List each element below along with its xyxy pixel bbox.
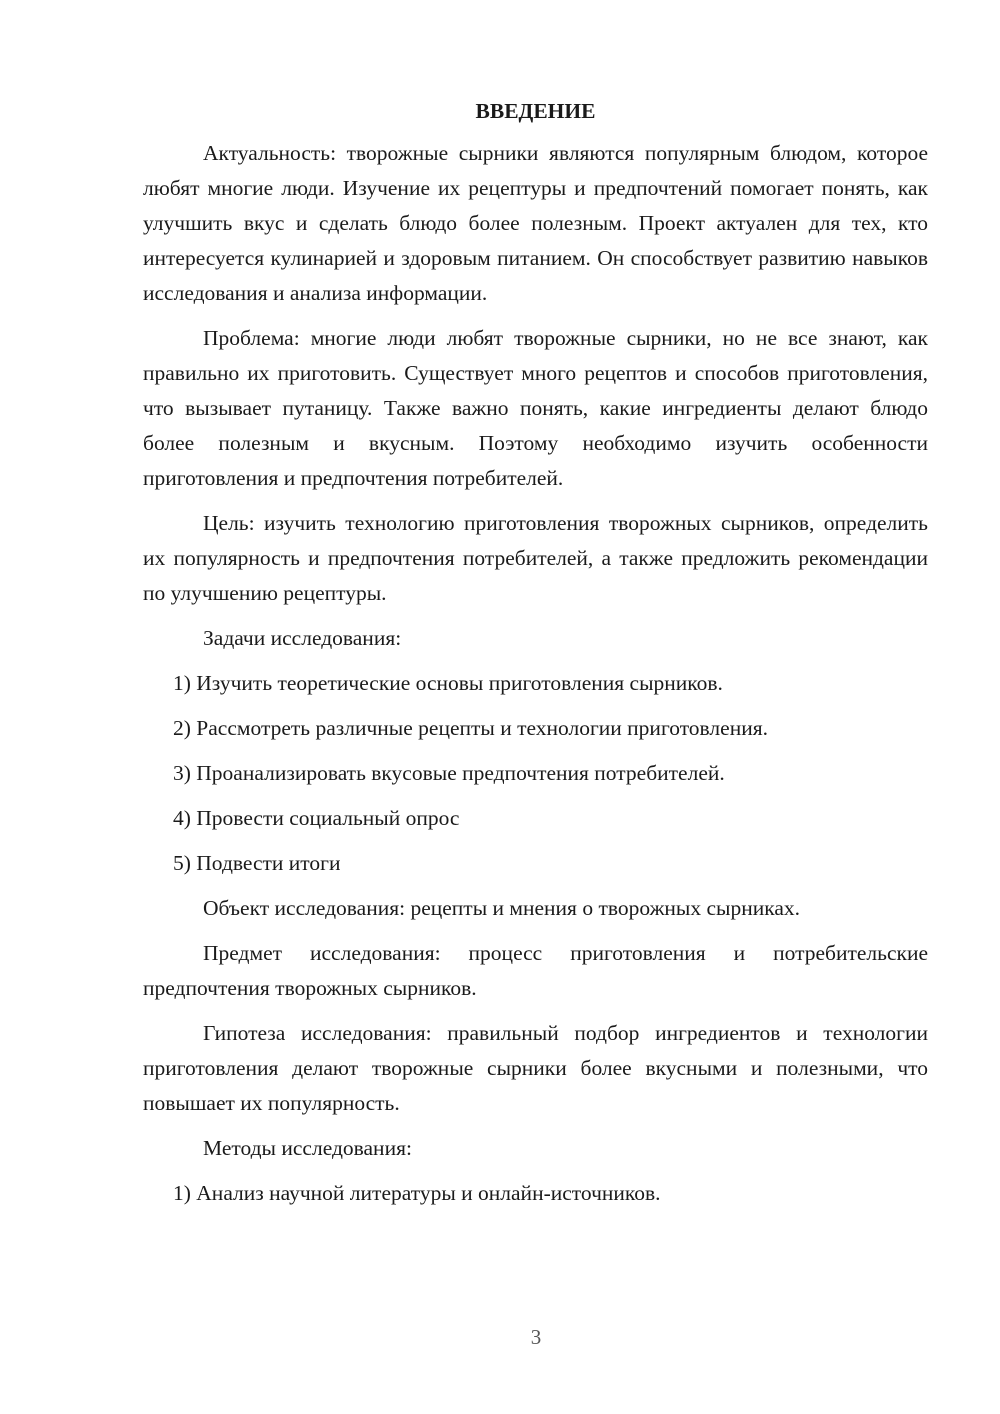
hypothesis-paragraph: Гипотеза исследования: правильный подбор ингредиентов и технологии приготовления делают творожные сырники более вкусными и полезными, что повышает их популярность. [143, 1021, 928, 1115]
page-number: 3 [530, 1325, 542, 1349]
relevance-paragraph: Актуальность: творожные сырники являются популярным блюдом, которое любят многие люди. Изучение их рецептуры и предпочтений помогает понять, как улучшить вкус и сделать блюдо более полезным. Проект актуален для тех, кто интересуется кулинарией и здоровым питанием. Он способствует развитию навыков исследования и анализа информации. [143, 141, 928, 305]
object-paragraph: Объект исследования: рецепты и мнения о творожных сырниках. [203, 896, 801, 920]
methods-heading: Методы исследования: [203, 1136, 412, 1160]
task-item-3: 3) Проанализировать вкусовые предпочтения потребителей. [173, 761, 725, 785]
task-item-4: 4) Провести социальный опрос [173, 806, 460, 830]
method-item-1: 1) Анализ научной литературы и онлайн-источников. [173, 1181, 661, 1205]
problem-paragraph: Проблема: многие люди любят творожные сырники, но не все знают, как правильно их приготовить. Существует много рецептов и способов приготовления, что вызывает путаницу. Также важно понять, какие ингредиенты делают блюдо более полезным и вкусным. Поэтому необходимо изучить особенности приготовления и предпочтения потребителей. [143, 326, 928, 490]
goal-paragraph: Цель: изучить технологию приготовления творожных сырников, определить их популярность и предпочтения потребителей, а также предложить рекомендации по улучшению рецептуры. [143, 511, 928, 605]
page-title: ВВЕДЕНИЕ [475, 99, 596, 123]
task-item-2: 2) Рассмотреть различные рецепты и технологии приготовления. [173, 716, 768, 740]
document-page [143, 96, 928, 1221]
task-item-5: 5) Подвести итоги [173, 851, 341, 875]
tasks-heading: Задачи исследования: [203, 626, 402, 650]
task-item-1: 1) Изучить теоретические основы приготовления сырников. [173, 671, 723, 695]
subject-paragraph: Предмет исследования: процесс приготовления и потребительские предпочтения творожных сырников. [143, 941, 928, 1000]
